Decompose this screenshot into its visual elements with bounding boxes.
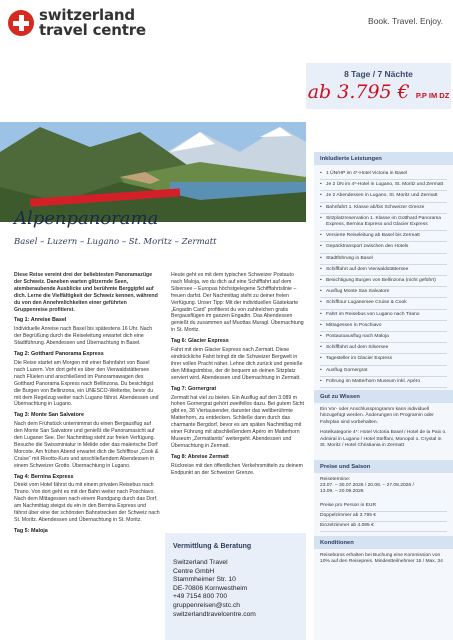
hero-photo <box>0 122 306 222</box>
brand-tagline: Book. Travel. Enjoy. <box>368 16 443 26</box>
contact-phone[interactable]: +49 7154 800 700 <box>173 593 228 601</box>
list-item: • Führung im Matterhorn Museum inkl. Apéro <box>320 377 447 388</box>
trip-title: Alpenpanorama <box>14 208 159 229</box>
info-sidebar <box>314 152 453 640</box>
brand-name-line1: switzerland <box>39 6 135 24</box>
contact-box <box>165 533 306 640</box>
day-title: Tag 5: Maloja <box>14 527 48 534</box>
trip-route: Basel – Luzern – Lugano – St. Moritz – Zermatt <box>14 237 217 247</box>
day-title: Tag 8: Abreise Zermatt <box>171 453 229 460</box>
travel-dates-line: 23.07. – 30.07.2026 / 20.08. – 27.08.2026 / <box>320 482 414 488</box>
list-item: • Fahrt im Reisebus von Lugano nach Tirano <box>320 310 447 321</box>
conditions-heading: Konditionen <box>314 536 453 549</box>
contact-city: DE-70806 Kornwestheim <box>173 584 248 592</box>
day-title: Tag 2: Gotthard Panorama Express <box>14 351 104 358</box>
day-title: Tag 3: Monte San Salvatore <box>14 412 84 419</box>
day-title: Tag 1: Anreise Basel <box>14 317 67 324</box>
list-item: • Stadtführung in Basel <box>320 254 447 265</box>
list-item: • Gepäcktransport zwischen den Hotels <box>320 242 447 253</box>
day-text: Individuelle Anreise nach Basel bis spätestens 16 Uhr. Nach der Begrüßung durch die Reiseleitung erwartet dich eine Stadtführung. Abendessen und Übernachtung in Basel. <box>14 326 153 347</box>
price-row: Preise pro Person in EUR <box>320 502 447 512</box>
conditions-text: Reisebüros erhalten bei Buchung eine Kommission von 10% auf den Reisepreis. Mindestteilnehmer 15 / Max. 34 <box>320 552 443 565</box>
day-title: Tag 4: Bernina Express <box>14 473 74 480</box>
dates-heading: Preise und Saison <box>314 460 453 473</box>
list-item: • Je 2 ÜN im 4*-Hotel in Lugano, St. Moritz und Zermatt <box>320 180 447 191</box>
list-item: • Versierte Reiseleitung ab Basel bis Zermatt <box>320 231 447 242</box>
list-item: • Ausflug Gornergrat <box>320 366 447 377</box>
included-heading: Inkludierte Leistungen <box>314 152 453 165</box>
contact-email[interactable]: gruppenreisen@stc.ch <box>173 601 241 609</box>
list-item: • Schifftour Luganersee Cruise & Cook <box>320 298 447 309</box>
contact-heading: Vermittlung & Beratung <box>173 543 252 550</box>
itinerary-column-2 <box>171 272 305 480</box>
brand-name <box>39 8 146 38</box>
mountain-train-illustration <box>0 122 306 222</box>
list-item: • 1 ÜN/HP im 4*-Hotel Victoria in Basel <box>320 169 447 180</box>
list-item: • Postautoausflug nach Maloja <box>320 332 447 343</box>
day-text: Rückreise mit den öffentlichen Verkehrsmitteln zu deinem Endpunkt an der Schweizer Grenze. <box>171 462 303 476</box>
day-title: Tag 6: Glacier Express <box>171 338 229 345</box>
brand-name-line2: travel centre <box>39 21 146 39</box>
price-box <box>306 63 451 109</box>
price-value: ab 3.795 € <box>307 81 410 103</box>
list-item: • Mittagessen in Poschiavo <box>320 321 447 332</box>
day-text: Direkt vom Hotel fährst du mit einem privaten Reisebus nach Tirano. Von dort geht es mit der Bahn weiter nach Poschiavo. Nach dem Mittagessen nach einem Rundgang durch das Dorf, am Nachmittag steigst du ein in den Bernina Express und fährst über eine der schönsten Bahnstrecken der Schweiz nach St. Moritz. Abendessen und Übernachtung in St. Moritz. <box>14 482 160 523</box>
list-item: • Ausflug Monte San Salvatore <box>320 287 447 298</box>
contact-street: Stammheimer Str. 10 <box>173 576 236 584</box>
travel-dates-line: 13.09. – 20.09.2026 <box>320 489 364 495</box>
price-row: Doppelzimmer ab 3.795 € <box>320 512 447 522</box>
day-title: Tag 7: Gornergrat <box>171 385 217 392</box>
good-to-know-paragraph: Ein Vor- oder Anschlussprogramm kann individuell hinzugefügt werden. Änderungen im Programm oder Fahrplan sind vorbehalten. <box>320 407 434 425</box>
list-item: • Bahnfahrt 1. Klasse ab/bis Schweizer Grenze <box>320 203 447 214</box>
list-item: • Besichtigung Burgen von Bellinzona (nicht geführt) <box>320 276 447 287</box>
day-text: Fahrt mit dem Glacier Express nach Zermatt. Diese eindrückliche Fahrt bringt dir die Schweizer Bergwelt in ihrer vollen Pracht näher. Lehne dich zurück und genieße den Mittagsimbiss, der dir bequem an deinen Sitzplatz serviert wird. Abendessen und Übernachtung in Zermatt. <box>171 347 303 381</box>
list-item: • Je 2 Abendessen in Lugano, St. Moritz und Zermatt <box>320 191 447 202</box>
travel-dates <box>314 473 453 502</box>
swiss-cross-icon <box>8 10 34 36</box>
day-text: Die Reise startet am Morgen mit einer Bahnfahrt von Basel nach Luzern. Von dort geht es über den Vierwaldstättersee nach Flüelen und anschließend im Panoramawagen des Gotthard Panorama Express nach Bellinzona. Du besichtigst die Burgen von Bellinzona, ein UNESCO-Welterbe, bevor du mit dem Regelzug weiter nach Lugano fährst. Abendessen und Übernachtung in Lugano. <box>14 359 159 408</box>
contact-company: Switzerland Travel <box>173 559 228 566</box>
list-item: • Schifffahrt auf dem Silsersee <box>320 343 447 354</box>
contact-company-2: Centre GmbH <box>173 567 215 575</box>
good-to-know-text <box>314 403 453 459</box>
brand-logo <box>8 8 146 38</box>
travel-dates-label: Reisetermine: <box>320 476 351 482</box>
list-item: • Tagesteller im Glacier Express <box>320 354 447 365</box>
day-text: Heute geht es mit dem typischen Schweizer Postauto nach Maloja, wo du dich auf eine Schifffahrt auf dem Silsersee – Europas höchstgelegene Schifffahrtslinie – freuen darfst. Der Nachmittag steht zu deiner freien Verfügung. Unser Tipp: Mit der individuellen Gästekarte „Engadin Card“ profitierst du von zahlreichen gratis Bergausflügen im ganzen Engadin. Das Abendessen genießt du zusammen auf Muottas Muragl. Übernachtung in St. Moritz. <box>171 272 304 334</box>
intro-text: Diese Reise vereint drei der beliebtesten Panoramazüge der Schweiz. Daneben warten glitzernde Seen, atemberaubende Ausblicke und berühmte Berggipfel auf dich. Lerne die Vielfältigkeit der Schweiz kennen, während du von den Annehmlichkeiten einer geführten Gruppenreise profitierst. <box>14 272 158 313</box>
trip-price <box>306 81 451 103</box>
price-row: Einzelzimmer ab 4.095 € <box>320 522 447 532</box>
list-item: • Schifffahrt auf dem Vierwaldstättersee <box>320 265 447 276</box>
included-list <box>314 165 453 390</box>
price-suffix: P.P IM DZ <box>415 91 450 100</box>
trip-duration: 8 Tage / 7 Nächte <box>344 69 413 79</box>
contact-website[interactable]: switzerlandtravelcentre.com <box>173 610 256 618</box>
day-text: Zermatt hat viel zu bieten. Ein Ausflug auf den 3.089 m hohen Gornergrat gehört zweifellos dazu. Bei gutem Sicht gibt es, 38 Viertausender, darunter das weltberühmte Matterhorn, zu entdecken. Schließe dann durch das charmante Bergdorf, bevor es am späten Nachmittag mit einer Führung mit abschließendem Apéro im Matterhorn Museum „Zermatlantis“ weitergeht. Abendessen und Übernachtung in Zermatt. <box>171 394 304 449</box>
price-rows <box>314 502 453 536</box>
good-to-know-heading: Gut zu Wissen <box>314 390 453 403</box>
itinerary-column-1 <box>14 272 160 537</box>
day-text: Nach dem Frühstück unternimmst du einen Bergausflug auf den Monte San Salvatore und genießt die Panoramasicht auf den Luganer See. Der Nachmittag steht zur freien Verfügung. Besuche die Swissminiatur in Melide oder das malerische Dorf Morcote. Am frühen Abend erwartet dich die Schifftour „Cook & Cruise“ mit Risotto-Kurs und anschließendem Abendessen in einem Schweizer Grotto. Übernachtung in Lugano. <box>14 421 159 469</box>
list-item: • Sitzplatzreservation 1. Klasse im Gotthard Panorama Express, Bernina Express und Glacier Express <box>320 214 447 231</box>
good-to-know-paragraph: Hotelkategorie 4*: Hotel Victoria Basel / Hotel de la Paix o. Admiral in Lugano / Hotel Steffani, Monopol o. Crystal in St. Moritz / Hotel Christiania in Zermatt <box>320 430 447 449</box>
